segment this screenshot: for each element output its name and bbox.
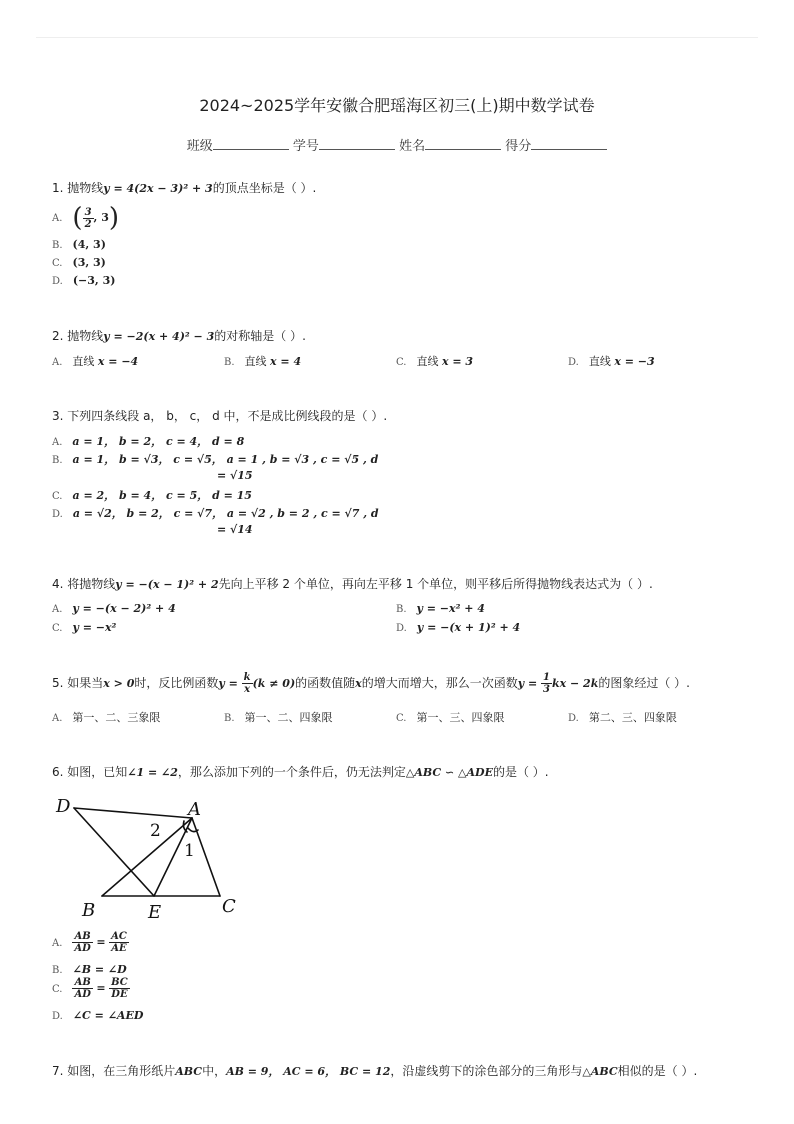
q5-one-third: $\frac{1}{3}$ bbox=[543, 672, 550, 695]
q4-option-d[interactable]: D. y = −(x + 1)² + 4 bbox=[396, 621, 521, 634]
field-id-label: 学号 bbox=[292, 139, 319, 154]
q2-option-a[interactable]: A. 直线 x = −4 bbox=[52, 355, 139, 368]
field-score-blank[interactable] bbox=[531, 137, 607, 150]
q4-option-c[interactable]: C. y = −x² bbox=[52, 621, 117, 634]
question-1-stem: 1. 抛物线y = 4(2x − 3)² + 3的顶点坐标是（ ）. bbox=[52, 181, 317, 195]
top-divider bbox=[36, 37, 758, 38]
label-angle-2: 2 bbox=[150, 821, 161, 841]
segment-ac bbox=[192, 818, 220, 896]
field-id-blank[interactable] bbox=[319, 137, 395, 150]
q5-option-c[interactable]: C. 第一、三、四象限 bbox=[396, 711, 505, 724]
q4-option-b[interactable]: B. y = −x² + 4 bbox=[396, 602, 485, 615]
q1-expression: y = 4(2x − 3)² + 3 bbox=[103, 182, 213, 195]
question-5-stem: 5. 如果当x > 0时，反比例函数y = $\frac{k}{x}$ (k ≠ 0)的函数值随x的增大而增大，那么一次函数y = $\frac{1}{3}$ kx − 2k的图象经过（ ）. bbox=[52, 672, 690, 695]
q6-option-d[interactable]: D. ∠C = ∠AED bbox=[52, 1009, 144, 1022]
field-class-label: 班级 bbox=[186, 139, 213, 154]
q4-option-a[interactable]: A. y = −(x − 2)² + 4 bbox=[52, 602, 176, 615]
question-3-stem: 3. 下列四条线段 a， b， c， d 中，不是成比例线段的是（ ）. bbox=[52, 409, 388, 423]
q4-expression: y = −(x − 1)² + 2 bbox=[115, 578, 219, 591]
q6-option-a[interactable]: A. $\frac{AB}{AD}$ = $\frac{AC}{AE}$ bbox=[52, 931, 127, 954]
question-6-stem: 6. 如图，已知∠1 = ∠2，那么添加下列的一个条件后，仍无法判定△ABC ∽ △ADE的是（ ）. bbox=[52, 765, 549, 779]
q5-option-a[interactable]: A. 第一、二、三象限 bbox=[52, 711, 161, 724]
q1-option-d[interactable]: D. (−3, 3) bbox=[52, 274, 116, 287]
q2-option-d[interactable]: D. 直线 x = −3 bbox=[568, 355, 655, 368]
q3-option-d-cont: = √14 bbox=[217, 523, 253, 536]
student-info-line bbox=[0, 135, 794, 154]
label-b: B bbox=[82, 900, 96, 921]
field-score-label: 得分 bbox=[505, 139, 532, 154]
exam-title: 2024~2025学年安徽合肥瑶海区初三(上)期中数学试卷 bbox=[199, 96, 595, 115]
q3-option-b-cont: = √15 bbox=[217, 469, 253, 482]
q1-option-c[interactable]: C. (3, 3) bbox=[52, 256, 106, 269]
q2-option-c[interactable]: C. 直线 x = 3 bbox=[396, 355, 474, 368]
q1-option-b[interactable]: B. (4, 3) bbox=[52, 238, 106, 251]
q5-option-b[interactable]: B. 第一、二、四象限 bbox=[224, 711, 333, 724]
q6-option-b[interactable]: B. ∠B = ∠D bbox=[52, 963, 127, 976]
q5-option-d[interactable]: D. 第二、三、四象限 bbox=[568, 711, 677, 724]
label-angle-1: 1 bbox=[184, 841, 195, 861]
segment-ab bbox=[102, 818, 192, 896]
label-a: A bbox=[188, 799, 201, 820]
question-7-stem: 7. 如图，在三角形纸片ABC中，AB = 9， AC = 6， BC = 12，沿虚线剪下的涂色部分的三角形与△ABC相似的是（ ）. bbox=[52, 1064, 698, 1078]
q3-option-b[interactable]: B. a = 1， b = √3， c = √5， a = 1 , b = √3 , c = √5 , d bbox=[52, 453, 379, 466]
question-4-stem: 4. 将抛物线y = −(x − 1)² + 2先向上平移 2 个单位，再向左平移 1 个单位，则平移后所得抛物线表达式为（ ）. bbox=[52, 577, 653, 591]
field-class-blank[interactable] bbox=[213, 137, 289, 150]
q6-option-c[interactable]: C. $\frac{AB}{AD}$ = $\frac{BC}{DE}$ bbox=[52, 977, 128, 1000]
segment-da bbox=[74, 808, 192, 818]
q1-a-fraction: $\frac{3}{2}$ bbox=[84, 206, 92, 230]
field-name-label: 姓名 bbox=[399, 139, 426, 154]
q3-option-a[interactable]: A. a = 1， b = 2， c = 4， d = 8 bbox=[52, 435, 245, 448]
q5-k-over-x: $\frac{k}{x}$ bbox=[243, 672, 251, 695]
q2-expression: y = −2(x + 4)² − 3 bbox=[103, 330, 215, 343]
q6-triangle-figure bbox=[52, 792, 252, 924]
q1-option-a[interactable]: A. ( $\frac{3}{2}$ , 3) bbox=[52, 203, 120, 233]
q3-option-d[interactable]: D. a = √2， b = 2， c = √7， a = √2 , b = 2 , c = √7 , d bbox=[52, 507, 379, 520]
segment-de bbox=[74, 808, 154, 896]
q3-option-c[interactable]: C. a = 2， b = 4， c = 5， d = 15 bbox=[52, 489, 252, 502]
label-e: E bbox=[148, 902, 162, 923]
q2-option-b[interactable]: B. 直线 x = 4 bbox=[224, 355, 302, 368]
question-2-stem: 2. 抛物线y = −2(x + 4)² − 3的对称轴是（ ）. bbox=[52, 329, 306, 343]
label-c: C bbox=[222, 896, 236, 917]
field-name-blank[interactable] bbox=[425, 137, 501, 150]
label-d: D bbox=[56, 796, 71, 817]
